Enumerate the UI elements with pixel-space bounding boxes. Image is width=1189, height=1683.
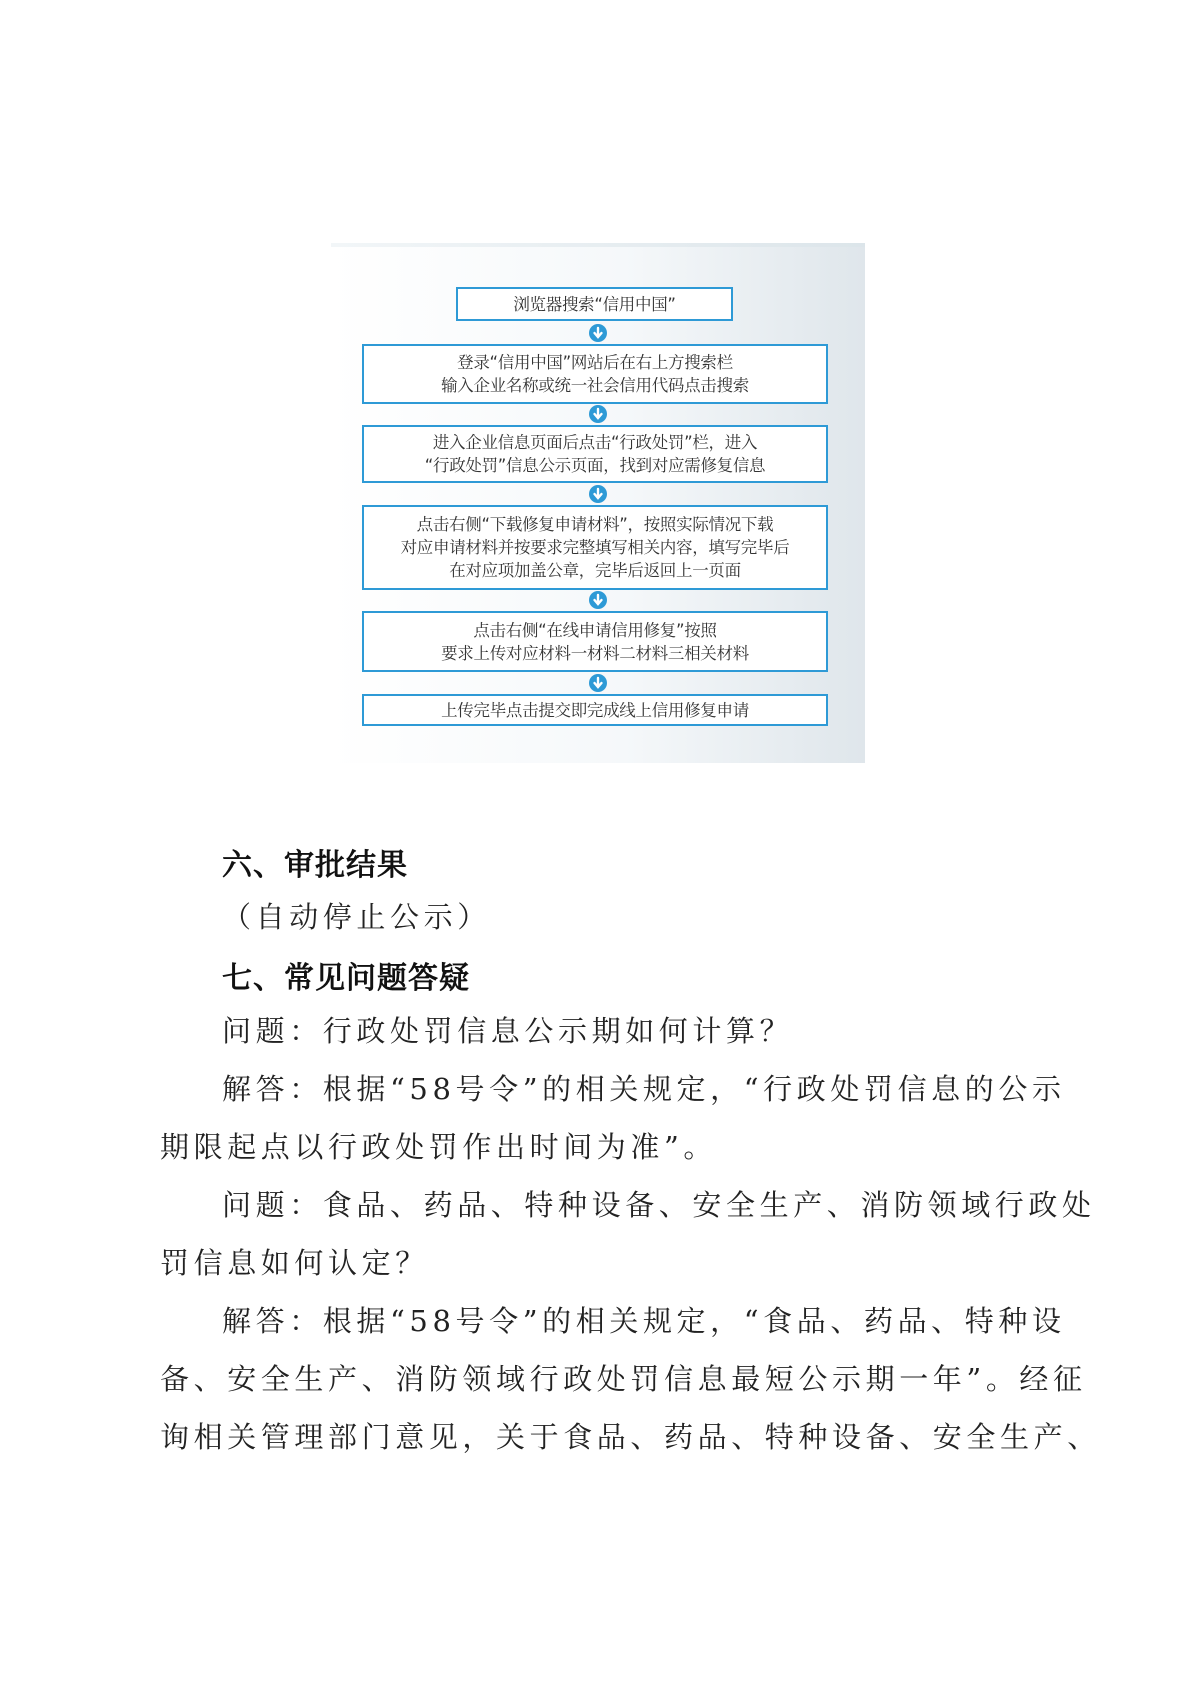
down-arrow-icon xyxy=(589,591,607,609)
section-6-title: 六、审批结果 xyxy=(222,848,408,883)
faq-line-5: 罚信息如何认定？ xyxy=(160,1246,429,1280)
flow-step-5-text: 点击右侧“在线申请信用修复”按照 要求上传对应材料一材料二材料三相关材料 xyxy=(441,620,749,663)
faq-line-6: 解答：根据“58号令”的相关规定，“食品、药品、特种设 xyxy=(222,1304,1066,1338)
flow-step-4 xyxy=(362,505,828,590)
down-arrow-icon xyxy=(589,485,607,503)
faq-line-1: 问题：行政处罚信息公示期如何计算？ xyxy=(222,1014,794,1048)
figure-top-edge xyxy=(331,243,865,247)
flow-step-3 xyxy=(362,425,828,483)
faq-line-7: 备、安全生产、消防领域行政处罚信息最短公示期一年”。经征 xyxy=(160,1362,1087,1396)
flow-step-1 xyxy=(456,287,733,321)
down-arrow-icon xyxy=(589,674,607,692)
flow-step-2 xyxy=(362,344,828,404)
flow-step-1-text: 浏览器搜索“信用中国” xyxy=(513,294,676,314)
flow-step-4-text: 点击右侧“下载修复申请材料”，按照实际情况下载 对应申请材料并按要求完整填写相关内容，填写完毕后 在对应项加盖公章，完毕后返回上一页面 xyxy=(400,515,790,580)
section-6-note: （自动停止公示） xyxy=(222,900,491,934)
section-7-title: 七、常见问题答疑 xyxy=(222,961,470,996)
flow-step-5 xyxy=(362,611,828,672)
flow-step-6 xyxy=(362,694,828,726)
flow-step-2-text: 登录“信用中国”网站后在右上方搜索栏 输入企业名称或统一社会信用代码点击搜索 xyxy=(441,353,749,395)
flow-step-3-text: 进入企业信息页面后点击“行政处罚”栏，进入 “行政处罚”信息公示页面，找到对应需修复信息 xyxy=(424,433,766,475)
faq-line-3: 期限起点以行政处罚作出时间为准”。 xyxy=(160,1130,718,1164)
faq-line-2: 解答：根据“58号令”的相关规定，“行政处罚信息的公示 xyxy=(222,1072,1066,1106)
down-arrow-icon xyxy=(589,405,607,423)
down-arrow-icon xyxy=(589,324,607,342)
faq-line-4: 问题：食品、药品、特种设备、安全生产、消防领域行政处 xyxy=(222,1188,1096,1222)
flowchart-figure xyxy=(331,243,865,763)
faq-line-8: 询相关管理部门意见，关于食品、药品、特种设备、安全生产、 xyxy=(160,1420,1101,1454)
flow-step-6-text: 上传完毕点击提交即完成线上信用修复申请 xyxy=(441,700,749,720)
